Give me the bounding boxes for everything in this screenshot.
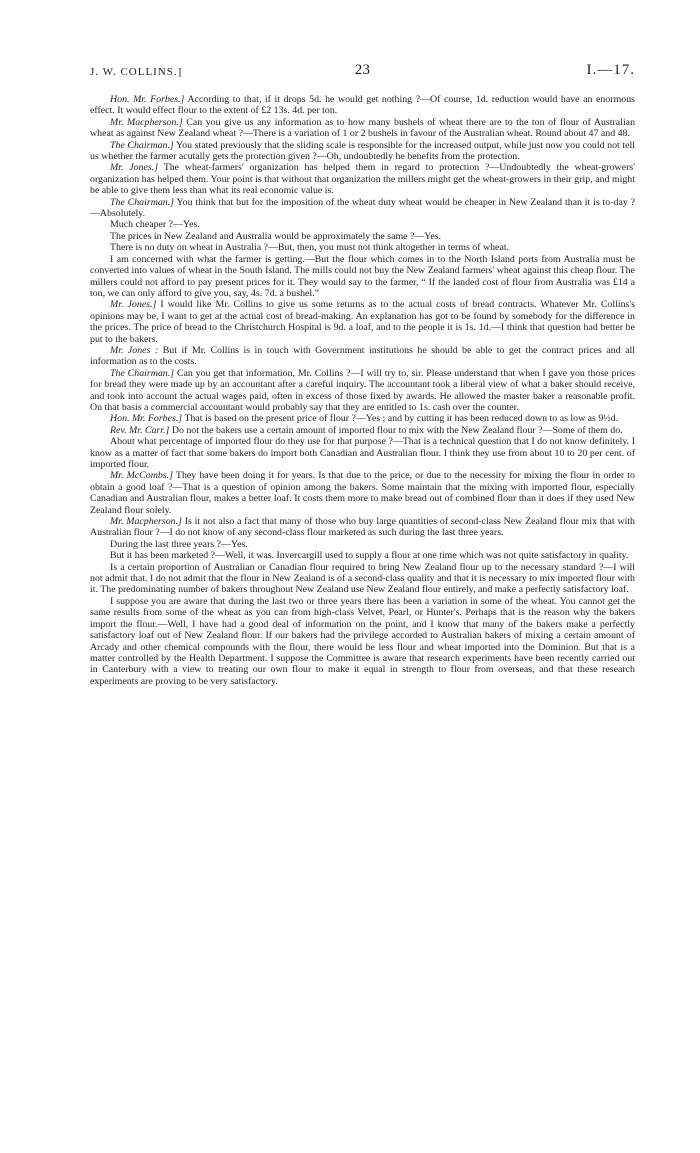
- paragraph-text: About what percentage of imported flour do they use for that purpose ?—That is a technical question that I do not know definitely. I know as a matter of fact that some bakers do import both Canadian and Australian flour. I think they use from about 10 to 20 per cent. of imported flour.: [90, 436, 635, 470]
- paragraph: [90, 231, 635, 242]
- paragraph-text: Can you get that information, Mr. Collins ?—I will try to, sir. Please understand that when I gave you those prices for bread they were made up by an accountant after a careful inquiry. The accountant took a liberal view of what a baker should receive, and took into account the actual wages paid, often in excess of those fixed by awards. He allowed the master baker a reasonable profit. On that basis a commercial accountant would probably say that they are entitled to 1s. cash over the counter.: [90, 367, 635, 413]
- speaker: Mr. Macpherson.]: [110, 116, 183, 128]
- paragraph-text: But if Mr. Collins is in touch with Government institutions he should be able to get the contract prices and all information as to the costs.: [90, 344, 636, 368]
- paragraph: [90, 562, 635, 596]
- witness-name: J. W. COLLINS.]: [90, 66, 183, 78]
- paragraph: [90, 539, 635, 550]
- paragraph: [90, 162, 635, 196]
- page-number: 23: [354, 62, 371, 78]
- paragraph-text: The wheat-farmers' organization has helped them in regard to protection ?—Undoubtedly the wheat-growers' organization has helped them. Your point is that without that organization the millers might get the wheat-growers in their grip, and might be able to give them less than what its real economic value is.: [90, 162, 635, 197]
- paragraph: [90, 197, 635, 220]
- paragraph: [90, 242, 635, 253]
- speaker: Mr. Macpherson.]: [110, 516, 182, 528]
- paragraph-text: Much cheaper ?—Yes.: [110, 219, 200, 231]
- speaker: The Chairman.]: [110, 367, 175, 379]
- paragraph: [90, 94, 635, 117]
- speaker: Mr. Jones.]: [110, 299, 157, 311]
- speaker: Hon. Mr. Forbes.]: [110, 94, 185, 105]
- page-header: [90, 64, 635, 84]
- paragraph: [90, 413, 635, 424]
- paragraph-text: I am concerned with what the farmer is getting.—But the flour which comes in to the North Island ports from Australia must be converted into values of wheat in the South Island. The mills could not buy the New Zealand farmers' wheat against this cheap flour. The millers could not afford to pay present prices for it. They would say to the farmer, “ If the landed cost of flour from Australia was £14 a ton, we can only afford to give you, say, 4s. 7d. a bushel.”: [90, 253, 635, 299]
- paragraph-text: Do not the bakers use a certain amount of imported flour to mix with the New Zealand flour ?—Some of them do.: [171, 424, 623, 436]
- document-body: [90, 94, 635, 687]
- paragraph-text: That is based on the present price of flour ?—Yes ; and by cutting it has been reduced down to as low as 9½d.: [184, 413, 619, 425]
- paragraph-text: You think that but for the imposition of the wheat duty wheat would be cheaper in New Zealand than it is to-day ?—Absolutely.: [90, 196, 635, 220]
- paragraph-text: I would like Mr. Collins to give us some returns as to the actual costs of bread contracts. Whatever Mr. Collins's opinions may be, I want to get at the actual cost of bread-making. An explanation has got to be found by somebody for the difference in the prices. The price of bread to the Christchurch Hospital is 9d. a loaf, and to the people it is 1s. 1d.—I think that question had better be put to the bakers.: [90, 299, 636, 345]
- paragraph: [90, 345, 635, 368]
- paragraph-text: According to that, if it drops 5d. he would get nothing ?—Of course, 1d. reduction would have an enormous effect. It would effect flour to the extent of £2 13s. 4d. per ton.: [90, 94, 635, 117]
- paragraph-text: During the last three years ?—Yes.: [110, 538, 248, 550]
- paragraph: [90, 516, 635, 539]
- speaker: The Chairman.]: [110, 196, 175, 208]
- paragraph: [90, 117, 635, 140]
- speaker: Mr. Jones.]: [110, 162, 159, 174]
- paragraph-text: You stated previously that the sliding scale is responsible for the increased output, while just now you could not tell us whether the farmer acutally gets the protection given ?—Oh, undoubtedly he benefits from the protection.: [90, 139, 635, 163]
- paragraph: [90, 425, 635, 436]
- paragraph-text: Is it not also a fact that many of those who buy large quantities of second-class New Zealand flour mix that with Australian flour ?—I do not know of any second-class flour marketed as such during the last three years.: [90, 516, 635, 539]
- paragraph: [90, 299, 635, 345]
- paragraph: [90, 140, 635, 163]
- speaker: Mr. McCombs.]: [110, 470, 173, 482]
- paragraph-text: There is no duty on wheat in Australia ?—But, then, you must not think altogether in terms of wheat.: [110, 242, 510, 254]
- paragraph-text: I suppose you are aware that during the last two or three years there has been a variation in some of the wheat. You cannot get the same results from some of the wheat as you can from high-class Velvet, Pearl, or Hunter's. Perhaps that is the reason why the bakers import the flour.—Well, I have had a good deal of information on the point, and I know that many of the bakers make a perfectly satisfactory loaf out of New Zealand flour. If our bakers had the privilege accorded to Australian bakers of mixing a certain amount of Arcady and other chemical compounds with the flour, there would be less flour and wheat imported into the Dominion. But that is a matter controlled by the Health Department. I suppose the Committee is aware that research experiments have been recently carried out in Canterbury with a view to treating our own flour to make it equal in strength to flour from overseas, and that these research experiments are proving to be very satisfactory.: [90, 595, 635, 687]
- paragraph-text: The prices in New Zealand and Australia would be approximately the same ?—Yes.: [110, 230, 442, 242]
- paragraph: [90, 219, 635, 230]
- paragraph: [90, 550, 635, 561]
- paragraph-text: They have been doing it for years. Is that due to the price, or due to the necessity for mixing the flour in order to obtain a good loaf ?—That is a question of opinion among the bakers. Some maintain that the mixing with imported flour, especially Canadian and Australian flour, makes a better loaf. It costs them more to make bread out of combined flour than it does if they used New Zealand flour solely.: [90, 470, 635, 516]
- paragraph-text: Can you give us any information as to how many bushels of wheat there are to the ton of flour of Australian wheat as against New Zealand wheat ?—There is a variation of 1 or 2 bushels in favour of the Australian wheat. Round about 47 and 48.: [90, 116, 636, 140]
- paragraph: [90, 254, 635, 300]
- speaker: Hon. Mr. Forbes.]: [110, 413, 183, 425]
- paragraph: [90, 596, 635, 687]
- speaker: Rev. Mr. Carr.]: [110, 424, 170, 436]
- speaker: Mr. Jones :: [110, 344, 159, 356]
- paragraph-text: Is a certain proportion of Australian or Canadian flour required to bring New Zealand flour up to the necessary standard ?—I will not admit that. I do not admit that the flour in New Zealand is of a second-class quality and that it is necessary to mix imported flour with it. The predominating number of bakers throughout New Zealand use New Zealand flour entirely, and make a perfectly satisfactory loaf.: [90, 561, 635, 596]
- document-reference: I.—17.: [586, 62, 635, 78]
- speaker: The Chairman.]: [110, 139, 174, 151]
- paragraph: [90, 368, 635, 414]
- paragraph: [90, 470, 635, 516]
- paragraph-text: But it has been marketed ?—Well, it was. Invercargill used to supply a flour at one time which was not quite satisfactory in quality.: [110, 550, 629, 562]
- paragraph: [90, 436, 635, 470]
